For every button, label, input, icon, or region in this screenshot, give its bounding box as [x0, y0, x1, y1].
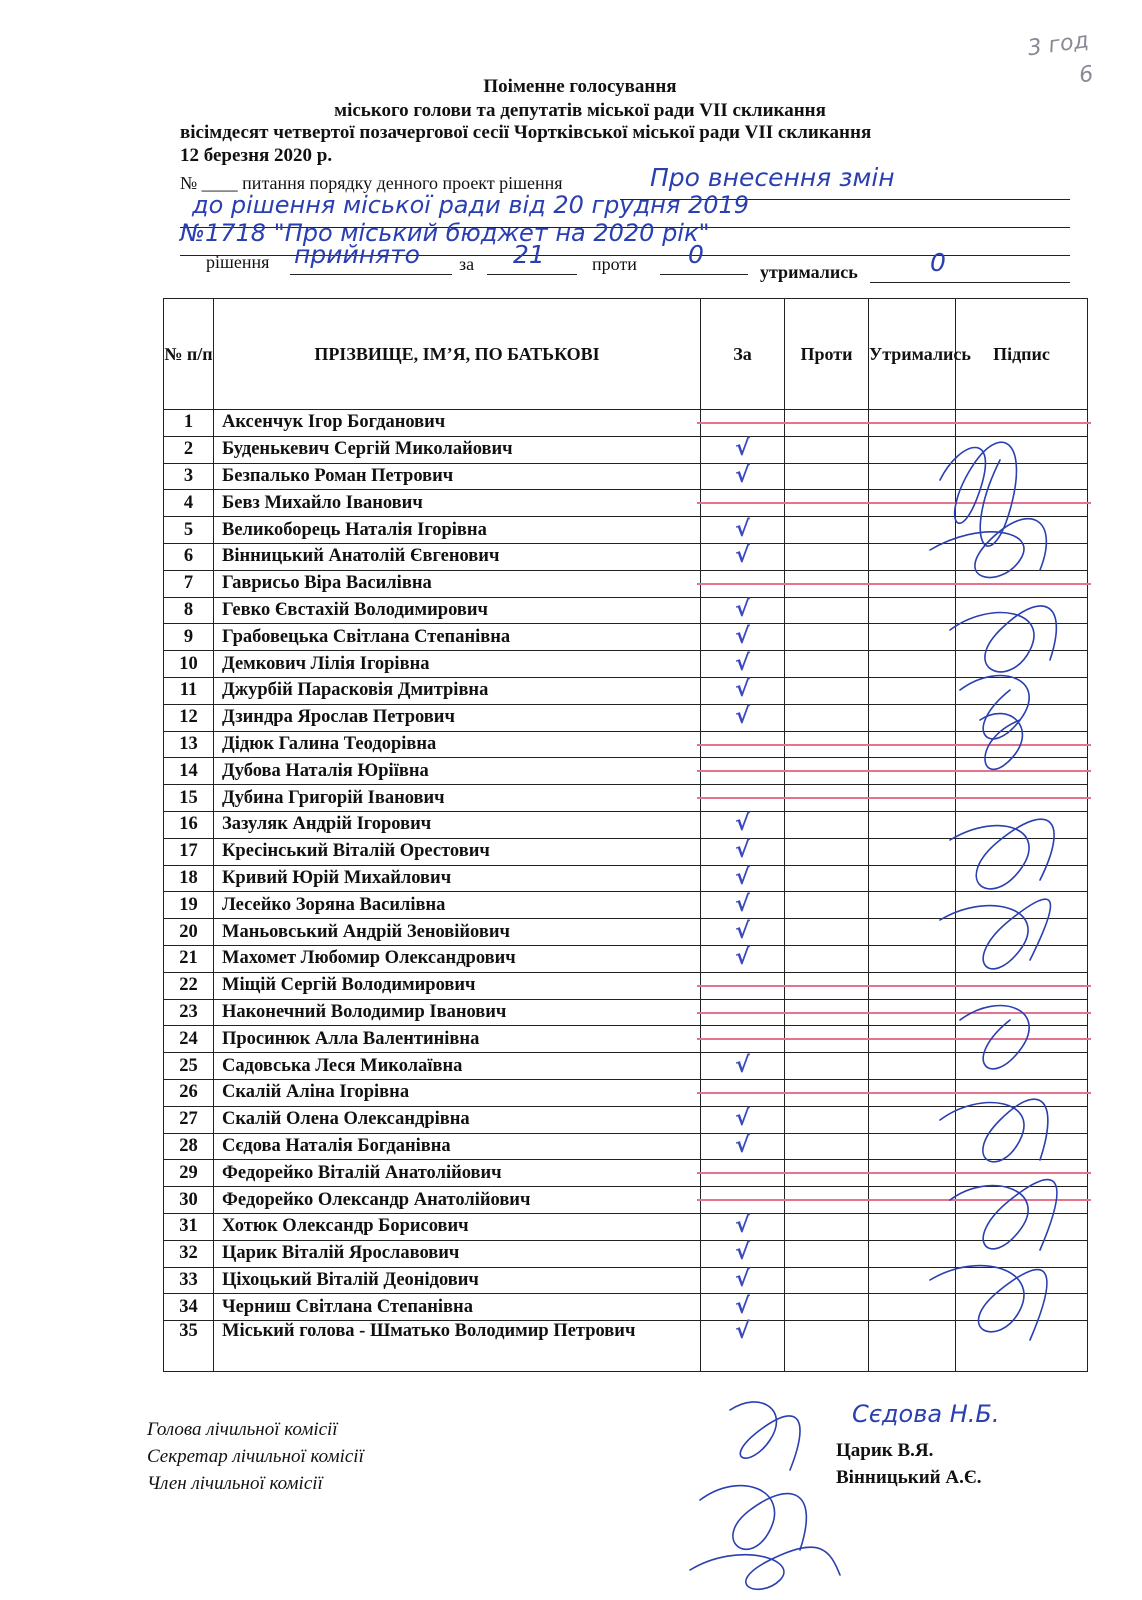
- vote-cell-za: [701, 543, 785, 570]
- vote-cell-proty: [785, 785, 869, 812]
- session-line: вісімдесят четвертої позачергової сесії Чортківської міської ради VII скликання: [180, 122, 872, 143]
- vote-cell-za: [701, 1321, 785, 1372]
- vote-cell-za: [701, 570, 785, 597]
- vote-cell-za: [701, 624, 785, 651]
- corner-note-line1: 3 год: [1026, 28, 1091, 62]
- row-number: 23: [164, 999, 214, 1026]
- commission-secretary-label: Секретар лічильної комісії: [147, 1446, 364, 1467]
- vote-cell-proty: [785, 972, 869, 999]
- vote-cell-proty: [785, 945, 869, 972]
- commission-head-label: Голова лічильної комісії: [147, 1419, 338, 1440]
- vote-cell-za: [701, 999, 785, 1026]
- proty-value: 0: [688, 240, 704, 269]
- checkmark-icon: √: [735, 1132, 750, 1158]
- row-number: 31: [164, 1213, 214, 1240]
- checkmark-icon: √: [735, 1266, 750, 1292]
- vote-cell-proty: [785, 1053, 869, 1080]
- deputy-name: Гаврисьо Віра Василівна: [214, 570, 701, 597]
- vote-cell-proty: [785, 624, 869, 651]
- vote-cell-proty: [785, 865, 869, 892]
- vote-cell-za: [701, 892, 785, 919]
- deputy-name: Махомет Любомир Олександрович: [214, 945, 701, 972]
- header-name: ПРІЗВИЩЕ, ІМ’Я, ПО БАТЬКОВІ: [214, 299, 701, 410]
- utrym-field: [870, 248, 1070, 283]
- checkmark-icon: √: [735, 677, 750, 703]
- vote-cell-za: [701, 436, 785, 463]
- row-number: 30: [164, 1187, 214, 1214]
- vote-cell-za: [701, 463, 785, 490]
- row-number: 14: [164, 758, 214, 785]
- vote-cell-proty: [785, 892, 869, 919]
- vote-cell-za: [701, 811, 785, 838]
- za-value: 21: [513, 240, 545, 269]
- checkmark-icon: √: [735, 1052, 750, 1078]
- deputy-name: Федорейко Віталій Анатолійович: [214, 1160, 701, 1187]
- deputy-name: Садовська Леся Миколаївна: [214, 1053, 701, 1080]
- utrym-label: утримались: [760, 262, 858, 282]
- vote-cell-za: [701, 651, 785, 678]
- commission-labels: [147, 1416, 364, 1497]
- question-handwritten-3: №1718 "Про міський бюджет на 2020 рік": [180, 219, 710, 247]
- deputy-name: Міщій Сергій Володимирович: [214, 972, 701, 999]
- checkmark-icon: √: [735, 623, 750, 649]
- vote-cell-za: [701, 785, 785, 812]
- row-number: 8: [164, 597, 214, 624]
- vote-cell-za: [701, 972, 785, 999]
- vote-cell-proty: [785, 1106, 869, 1133]
- document-title: Поіменне голосування: [483, 76, 677, 97]
- vote-cell-proty: [785, 463, 869, 490]
- checkmark-icon: √: [735, 918, 750, 944]
- row-number: 28: [164, 1133, 214, 1160]
- vote-cell-proty: [785, 677, 869, 704]
- vote-cell-proty: [785, 1213, 869, 1240]
- vote-cell-za: [701, 945, 785, 972]
- vote-cell-proty: [785, 704, 869, 731]
- vote-cell-proty: [785, 919, 869, 946]
- utrym-value: 0: [930, 248, 946, 277]
- checkmark-icon: √: [735, 864, 750, 890]
- deputy-name: Федорейко Олександр Анатолійович: [214, 1187, 701, 1214]
- vote-cell-proty: [785, 543, 869, 570]
- deputy-name: Сєдова Наталія Богданівна: [214, 1133, 701, 1160]
- commission-secretary-name: Царик В.Я.: [836, 1440, 934, 1461]
- vote-cell-proty: [785, 1267, 869, 1294]
- vote-cell-za: [701, 1187, 785, 1214]
- deputy-name: Зазуляк Андрій Ігорович: [214, 811, 701, 838]
- row-number: 5: [164, 517, 214, 544]
- vote-cell-proty: [785, 838, 869, 865]
- row-number: 4: [164, 490, 214, 517]
- vote-cell-za: [701, 1240, 785, 1267]
- deputy-name: Хотюк Олександр Борисович: [214, 1213, 701, 1240]
- row-number: 25: [164, 1053, 214, 1080]
- deputy-name: Дідюк Галина Теодорівна: [214, 731, 701, 758]
- vote-cell-proty: [785, 1240, 869, 1267]
- header-num: № п/п: [164, 299, 214, 410]
- question-handwritten-2: до рішення міської ради від 20 грудня 2019: [192, 191, 750, 219]
- row-number: 18: [164, 865, 214, 892]
- row-number: 27: [164, 1106, 214, 1133]
- checkmark-icon: √: [735, 462, 750, 488]
- row-number: 21: [164, 945, 214, 972]
- vote-cell-za: [701, 758, 785, 785]
- decision-value: прийнято: [294, 240, 420, 269]
- header-utrym: Утримались: [869, 299, 956, 410]
- vote-cell-proty: [785, 597, 869, 624]
- checkmark-icon: √: [735, 1240, 750, 1266]
- vote-cell-proty: [785, 1026, 869, 1053]
- deputy-name: Великоборець Наталія Ігорівна: [214, 517, 701, 544]
- vote-cell-proty: [785, 1079, 869, 1106]
- proty-field: [660, 240, 748, 275]
- vote-cell-za: [701, 597, 785, 624]
- row-number: 1: [164, 410, 214, 437]
- vote-cell-za: [701, 410, 785, 437]
- row-number: 3: [164, 463, 214, 490]
- deputy-name: Кривий Юрій Михайлович: [214, 865, 701, 892]
- decision-label: рішення: [206, 252, 270, 272]
- checkmark-icon: √: [735, 516, 750, 542]
- checkmark-icon: √: [735, 945, 750, 971]
- row-number: 15: [164, 785, 214, 812]
- commission-head-name: Сєдова Н.Б.: [852, 1400, 1000, 1428]
- commission-member-label: Член лічильної комісії: [147, 1473, 323, 1494]
- row-number: 33: [164, 1267, 214, 1294]
- checkmark-icon: √: [735, 1319, 750, 1345]
- deputy-name: Бевз Михайло Іванович: [214, 490, 701, 517]
- za-field: [487, 240, 577, 275]
- deputy-name: Черниш Світлана Степанівна: [214, 1294, 701, 1321]
- checkmark-icon: √: [735, 436, 750, 462]
- header-za: За: [701, 299, 785, 410]
- vote-cell-proty: [785, 1133, 869, 1160]
- checkmark-icon: √: [735, 543, 750, 569]
- row-number: 12: [164, 704, 214, 731]
- vote-cell-za: [701, 865, 785, 892]
- row-number: 26: [164, 1079, 214, 1106]
- vote-cell-za: [701, 731, 785, 758]
- deputy-name: Царик Віталій Ярославович: [214, 1240, 701, 1267]
- row-number: 32: [164, 1240, 214, 1267]
- question-handwritten-1: Про внесення змін: [650, 163, 895, 192]
- row-number: 29: [164, 1160, 214, 1187]
- table-header-row: [164, 299, 1088, 410]
- vote-cell-za: [701, 517, 785, 544]
- deputy-name: Вінницький Анатолій Євгенович: [214, 543, 701, 570]
- checkmark-icon: √: [735, 891, 750, 917]
- row-number: 19: [164, 892, 214, 919]
- row-number: 20: [164, 919, 214, 946]
- za-label: за: [459, 254, 475, 274]
- header-proty: Проти: [785, 299, 869, 410]
- vote-cell-proty: [785, 999, 869, 1026]
- row-number: 22: [164, 972, 214, 999]
- decision-field: [290, 240, 452, 275]
- deputy-name: Дубова Наталія Юріївна: [214, 758, 701, 785]
- deputy-name: Грабовецька Світлана Степанівна: [214, 624, 701, 651]
- vote-cell-proty: [785, 490, 869, 517]
- deputy-name: Аксенчук Ігор Богданович: [214, 410, 701, 437]
- vote-cell-za: [701, 1106, 785, 1133]
- deputy-name: Безпалько Роман Петрович: [214, 463, 701, 490]
- deputy-name: Скалій Аліна Ігорівна: [214, 1079, 701, 1106]
- row-number: 9: [164, 624, 214, 651]
- deputy-name: Маньовський Андрій Зеновійович: [214, 919, 701, 946]
- checkmark-icon: √: [735, 838, 750, 864]
- deputy-name: Наконечний Володимир Іванович: [214, 999, 701, 1026]
- deputy-name: Міський голова - Шматько Володимир Петрович: [214, 1321, 701, 1372]
- vote-cell-proty: [785, 1187, 869, 1214]
- row-number: 7: [164, 570, 214, 597]
- vote-cell-za: [701, 1267, 785, 1294]
- deputy-name: Дзиндра Ярослав Петрович: [214, 704, 701, 731]
- vote-cell-za: [701, 1079, 785, 1106]
- deputy-name: Буденькевич Сергій Миколайович: [214, 436, 701, 463]
- deputy-name: Скалій Олена Олександрівна: [214, 1106, 701, 1133]
- vote-cell-proty: [785, 731, 869, 758]
- deputy-name: Гевко Євстахій Володимирович: [214, 597, 701, 624]
- checkmark-icon: √: [735, 811, 750, 837]
- document-subtitle: міського голови та депутатів міської ради VII скликання: [334, 100, 826, 121]
- vote-cell-za: [701, 1160, 785, 1187]
- checkmark-icon: √: [735, 1106, 750, 1132]
- vote-cell-proty: [785, 811, 869, 838]
- vote-cell-proty: [785, 1294, 869, 1321]
- row-number: 35: [164, 1321, 214, 1372]
- vote-cell-za: [701, 677, 785, 704]
- deputy-name: Просинюк Алла Валентинівна: [214, 1026, 701, 1053]
- row-number: 34: [164, 1294, 214, 1321]
- document-date: 12 березня 2020 р.: [180, 145, 333, 166]
- checkmark-icon: √: [735, 704, 750, 730]
- row-number: 6: [164, 543, 214, 570]
- checkmark-icon: √: [735, 650, 750, 676]
- row-number: 2: [164, 436, 214, 463]
- deputy-name: Демкович Лілія Ігорівна: [214, 651, 701, 678]
- vote-cell-za: [701, 1294, 785, 1321]
- deputy-name: Кресінський Віталій Орестович: [214, 838, 701, 865]
- vote-cell-za: [701, 919, 785, 946]
- row-number: 16: [164, 811, 214, 838]
- question-label: № ____ питання порядку денного проект рішення: [180, 173, 563, 193]
- vote-cell-proty: [785, 517, 869, 544]
- deputy-name: Джурбій Парасковія Дмитрівна: [214, 677, 701, 704]
- row-number: 13: [164, 731, 214, 758]
- corner-note: [1026, 24, 1096, 100]
- row-number: 24: [164, 1026, 214, 1053]
- proty-label: проти: [592, 254, 637, 274]
- deputy-name: Дубина Григорій Іванович: [214, 785, 701, 812]
- vote-cell-proty: [785, 1321, 869, 1372]
- vote-cell-proty: [785, 651, 869, 678]
- row-number: 17: [164, 838, 214, 865]
- vote-cell-proty: [785, 410, 869, 437]
- checkmark-icon: √: [735, 1293, 750, 1319]
- vote-cell-za: [701, 490, 785, 517]
- vote-cell-za: [701, 704, 785, 731]
- checkmark-icon: √: [735, 1213, 750, 1239]
- deputy-name: Ціхоцький Віталій Деонідович: [214, 1267, 701, 1294]
- deputy-name: Лесейко Зоряна Василівна: [214, 892, 701, 919]
- commission-signatures-scribble: [680, 1390, 850, 1590]
- vote-cell-za: [701, 1133, 785, 1160]
- signatures-scribble: [920, 400, 1085, 1390]
- header-pidpys: Підпис: [956, 299, 1088, 410]
- vote-cell-za: [701, 1026, 785, 1053]
- vote-cell-proty: [785, 570, 869, 597]
- row-number: 11: [164, 677, 214, 704]
- vote-cell-proty: [785, 436, 869, 463]
- vote-cell-proty: [785, 1160, 869, 1187]
- checkmark-icon: √: [735, 596, 750, 622]
- vote-cell-za: [701, 1053, 785, 1080]
- vote-cell-za: [701, 1213, 785, 1240]
- vote-cell-proty: [785, 758, 869, 785]
- commission-member-name: Вінницький А.Є.: [836, 1467, 982, 1488]
- vote-cell-za: [701, 838, 785, 865]
- row-number: 10: [164, 651, 214, 678]
- corner-note-line2: 6: [1077, 61, 1095, 89]
